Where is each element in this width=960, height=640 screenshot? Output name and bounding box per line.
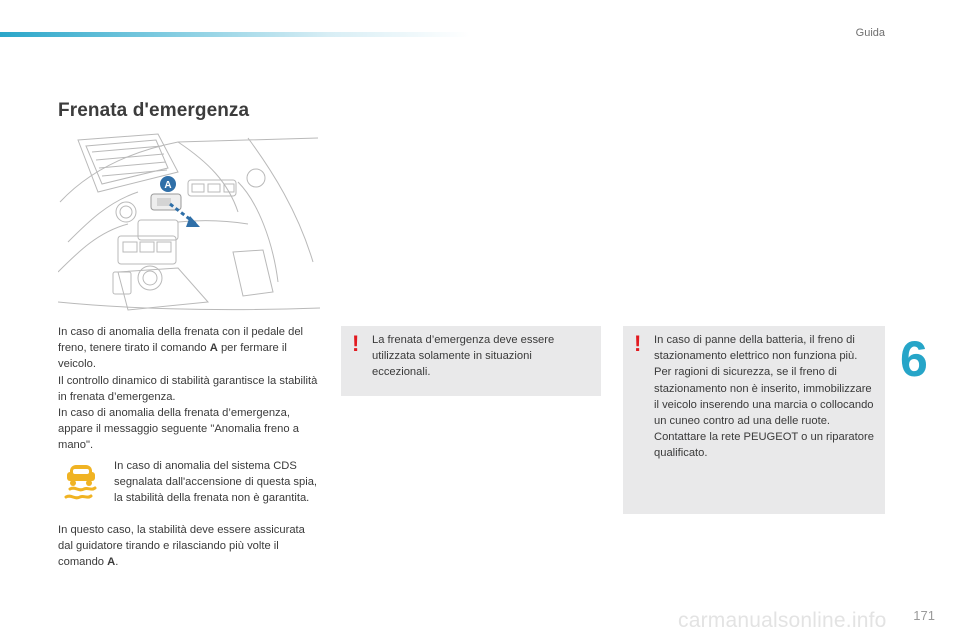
main-text-column [58,324,320,570]
section-label: Guida [855,27,885,39]
paragraph-1: In caso di anomalia della frenata con il pedale del freno, tenere tirato il comando A per fermare il veicolo. [58,326,304,371]
paragraph-2: Il controllo dinamico di stabilità garantisce la stabilità in frenata d’emergenza. [58,374,318,403]
header-accent-bar [0,32,470,37]
dashboard-illustration [58,132,320,316]
page-title: Frenata d'emergenza [58,100,250,121]
note-2-text: In caso di panne della batteria, il freno di stazionamento elettrico non funziona più. Per ragioni di sicurezza, se il freno di stazionamento non è inserito, immobilizzare il veicolo inserendo una marcia o collocando un cuneo contro ad una delle ruote. Contattare la rete PEUGEOT o un riparatore qualificato. [654,334,874,460]
note-box-2 [623,326,885,514]
warning-lamp-row [58,458,320,522]
note-1-text: La frenata d’emergenza deve essere utilizzata solamente in situazioni eccezionali. [372,334,555,379]
paragraph-3: In caso di anomalia della frenata d’emergenza, appare il messaggio seguente "Anomalia freno a mano". [58,407,299,452]
note-box-1 [341,326,601,396]
page-number: 171 [913,608,935,623]
warning-lamp-text: In caso di anomalia del sistema CDS segnalata dall'accensione di questa spia, la stabilità della frenata non è garantita. [114,459,318,505]
exclamation-icon: ! [352,331,360,356]
brake-warning-lamp-icon [62,462,102,502]
watermark: carmanualsonline.info [678,609,887,632]
control-a-label: A [164,180,172,191]
chapter-number: 6 [900,331,928,387]
exclamation-icon: ! [634,331,642,356]
paragraph-4: In questo caso, la stabilità deve essere assicurata dal guidatore tirando e rilasciando più volte il comando A. [58,523,305,569]
